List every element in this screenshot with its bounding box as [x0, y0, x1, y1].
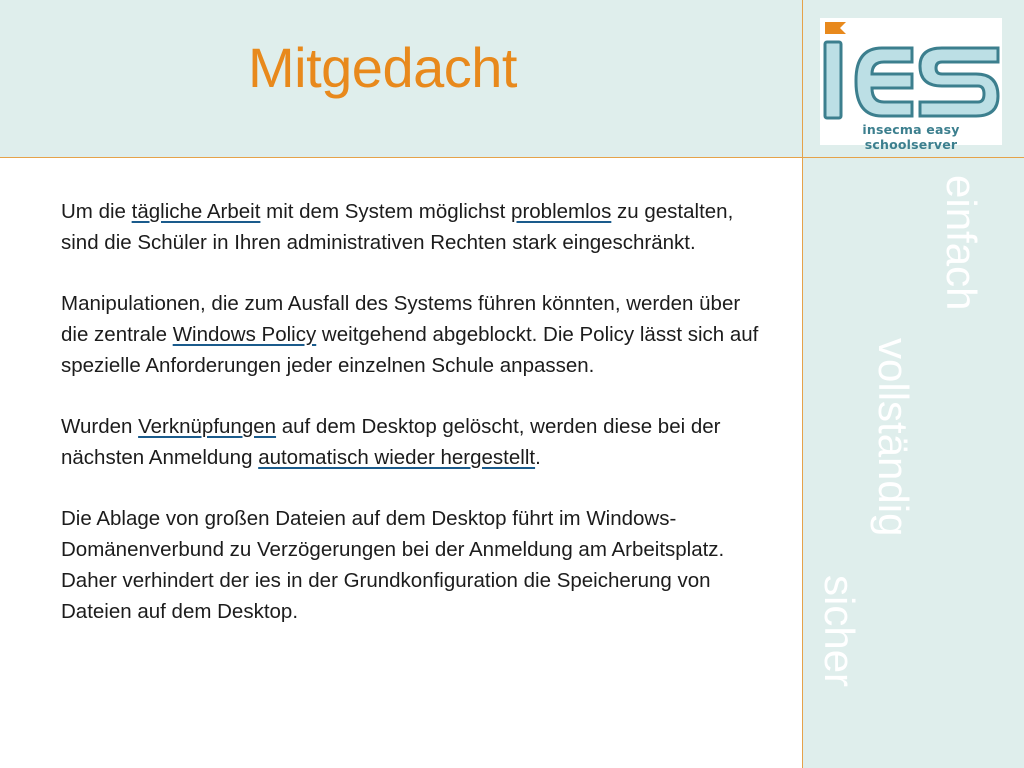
paragraph-desktop-files [61, 503, 773, 627]
text-run: auf dem Desktop gelöscht, werden diese bei der nächsten Anmeldung [61, 415, 721, 469]
slide-title: Mitgedacht [248, 36, 517, 99]
link-taegliche-arbeit[interactable]: tägliche Arbeit [131, 200, 261, 223]
text-run: zu gestalten, sind die Schüler in Ihren administrativen Rechten stark eingeschränkt. [61, 200, 734, 254]
side-word-einfach: einfach [938, 175, 985, 311]
logo-tagline: insecma easy schoolserver [862, 122, 960, 152]
link-verknuepfungen[interactable]: Verknüpfungen [138, 415, 277, 438]
logo-letter-e [856, 48, 912, 116]
side-word-sicher: sicher [816, 575, 863, 688]
text-run: Um die [61, 200, 132, 223]
text-run: mit dem System möglichst [260, 200, 512, 223]
ies-logo [820, 18, 1002, 152]
link-windows-policy[interactable]: Windows Policy [172, 323, 317, 346]
text-run: Manipulationen, die zum Ausfall des Systems führen könnten, werden über die zentrale [61, 292, 741, 346]
side-word-vollstaendig: vollständig [870, 338, 917, 537]
text-run: . [535, 446, 541, 469]
horizontal-divider [0, 157, 1024, 158]
text-run: Die Ablage von großen Dateien auf dem Desktop führt im Windows-Domänenverbund zu Verzögerungen bei der Anmeldung am Arbeitsplatz. Daher verhindert der ies in der Grundkonfiguration die Speicherung von Dateien auf dem Desktop. [61, 507, 725, 623]
paragraph-daily-work [61, 196, 773, 258]
logo-letter-s [920, 48, 998, 116]
text-run: weitgehend abgeblockt. Die Policy lässt sich auf spezielle Anforderungen jeder einzelnen Schule anpassen. [61, 323, 759, 377]
vertical-divider [802, 0, 803, 768]
paragraph-shortcuts [61, 411, 773, 473]
link-automatisch-wieder-hergestellt[interactable]: automatisch wieder hergestellt [258, 446, 536, 469]
logo-flag [825, 22, 846, 34]
paragraph-policy [61, 288, 773, 381]
link-problemlos[interactable]: problemlos [511, 200, 612, 223]
text-run: Wurden [61, 415, 139, 438]
body-text [61, 196, 773, 657]
logo-letter-i [825, 42, 841, 118]
